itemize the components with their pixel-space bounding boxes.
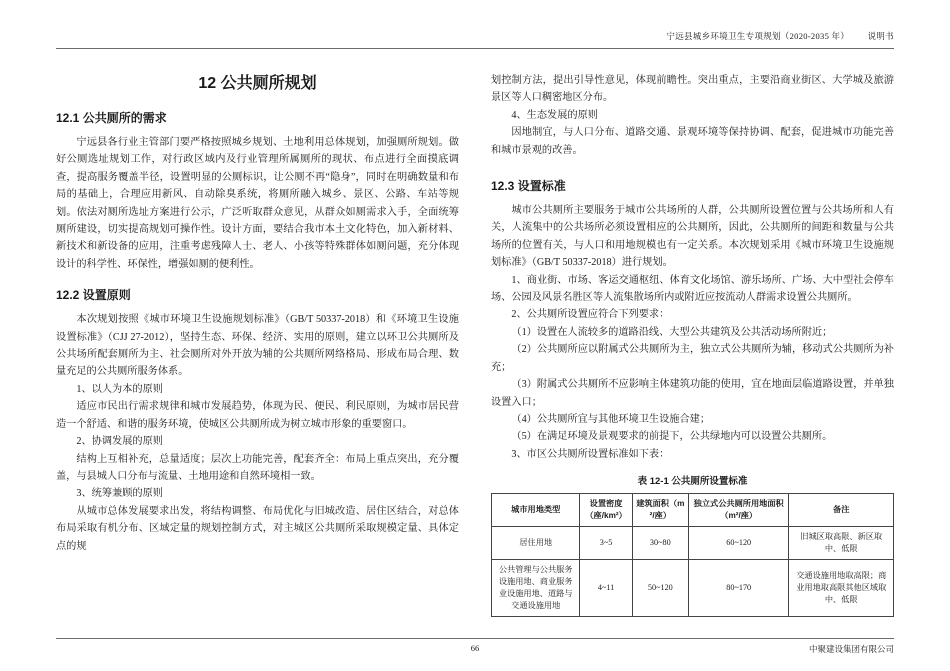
list-item: （2）公共厕所应以附属式公共厕所为主，独立式公共厕所为辅，移动式公共厕所为补充； xyxy=(491,344,894,373)
list-item: （1）设置在人流较多的道路沿线、大型公共建筑及公共活动场所附近； xyxy=(511,326,833,338)
table-cell: 公共管理与公共服务设施用地、商业服务业设施用地、道路与交通设施用地 xyxy=(492,560,580,617)
standards-table xyxy=(491,493,894,617)
company-name: 中聚建设集团有限公司 xyxy=(808,644,894,654)
table-cell: 3~5 xyxy=(580,527,632,560)
paragraph: 从城市总体发展要求出发，将结构调整、布局优化与旧城改造、居住区结合，对总体布局采取有机分布、区域定量的规划控制方式，对主城区公共厕所采取规模定量、具体定点的规 xyxy=(56,505,459,552)
paragraph: 结构上互相补充，总量适度；层次上功能完善，配套齐全：布局上重点突出，充分覆盖，与县城人口分布与流量、土地用途和自然环境相一致。 xyxy=(56,453,459,482)
column-header-cell: 城市用地类型 xyxy=(492,494,580,527)
table-cell: 30~80 xyxy=(632,527,688,560)
header-divider xyxy=(56,48,894,49)
section-heading-12-2: 12.2 设置原则 xyxy=(56,288,131,303)
table-cell: 旧城区取高限、新区取中、低限 xyxy=(789,527,894,560)
footer-divider xyxy=(56,638,894,639)
column-header-cell: 设置密度（座/km²） xyxy=(580,494,632,527)
table-cell: 4~11 xyxy=(580,560,632,617)
column-header-cell: 备注 xyxy=(789,494,894,527)
table-cell: 居住用地 xyxy=(492,527,580,560)
page-number: 66 xyxy=(470,643,480,653)
section-heading-12-3: 12.3 设置标准 xyxy=(491,179,566,194)
left-column xyxy=(56,58,459,627)
table-cell: 交通设施用地取高限；商业用地取高限其他区域取中、低限 xyxy=(789,560,894,617)
list-item: 1、商业街、市场、客运交通枢纽、体育文化场馆、游乐场所、广场、大中型社会停车场、公园及风景名胜区等人流集散场所内或附近应按流动人群需求设置公共厕所。 xyxy=(491,274,894,304)
right-column xyxy=(491,58,894,627)
header-title: 宁远县城乡环境卫生专项规划（2020-2035 年） xyxy=(666,31,850,41)
table-cell: 80~170 xyxy=(688,560,789,617)
header-doc-type: 说明书 xyxy=(867,31,894,41)
chapter-title: 12 公共厕所规划 xyxy=(198,75,317,92)
column-header-cell: 建筑面积（m²/座） xyxy=(632,494,688,527)
list-item-title: 3、统筹兼顾的原则 xyxy=(76,488,163,500)
paragraph: 适应市民出行需求规律和城市发展趋势，体现为民、便民、利民原则，为城市居民营造一个舒适、和谐的服务环境，使城区公共厕所成为树立城市形象的重要窗口。 xyxy=(56,401,459,430)
paragraph: 宁远县各行业主管部门要严格按照城乡规划、土地利用总体规划，加强厕所规划。做好公厕选址规划工作，对行政区域内及行业管理所属厕所的现状、布点进行全面摸底调查，提高服务覆盖半径，设置明显的公厕标识，让公厕不再“隐身”，同时在明确数量和布局的基础上，合理应用新风、自动除臭系统，将厕所融入城乡、景区、公路、车站等规划。依法对厕所选址方案进行公示，广泛听取群众意见，从群众如厕需求入手，全面统筹厕所建设，切实提高规划可操作性。设计方面，要结合我市本土文化特色，加入新材料、新技术和新设备的应用，注重考虑残障人士、老人、小孩等特殊群体如厕问题，充分体现设计的科学性、环保性，增强如厕的便利性。 xyxy=(56,137,459,270)
section-heading-12-1: 12.1 公共厕所的需求 xyxy=(56,111,167,125)
paragraph-continued: 划控制方法，提出引导性意见，体现前瞻性。突出重点，主要沿商业街区、大学城及旅游景区等人口稠密地区分布。 xyxy=(491,75,894,104)
table-row xyxy=(492,560,894,617)
list-item-title: 4、生态发展的原则 xyxy=(511,109,598,121)
list-item-title: 1、以人为本的原则 xyxy=(76,383,163,395)
list-item-title: 2、协调发展的原则 xyxy=(76,436,163,448)
list-item: （3）附属式公共厕所不应影响主体建筑功能的使用，宜在地面层临道路设置，并单独设置入口； xyxy=(491,379,894,408)
list-item: 3、市区公共厕所设置标准如下表： xyxy=(511,448,670,460)
table-cell: 60~120 xyxy=(688,527,789,560)
table-header-row xyxy=(492,494,894,527)
page-footer xyxy=(56,643,894,657)
page-header xyxy=(56,30,894,42)
list-item: （4）公共厕所宜与其他环境卫生设施合建； xyxy=(511,413,711,425)
list-item: （5）在满足环境及景观要求的前提下，公共绿地内可以设置公共厕所。 xyxy=(511,431,833,443)
paragraph: 城市公共厕所主要服务于城市公共场所的人群，公共厕所设置位置与公共场所和人有关，人流集中的公共场所必须设置相应的公共厕所，因此，公共厕所的间距和数量与公共场所的位置有关，与人口和用地规模也有一定关系。本次规划采用《城市环境卫生设施规划标准》（GB/T 50337-2018）进行规划。 xyxy=(491,205,894,269)
table-row xyxy=(492,527,894,560)
paragraph: 本次规划按照《城市环境卫生设施规划标准》（GB/T 50337-2018）和《环境卫生设施设置标准》（CJJ 27-2012），坚持生态、环保、经济、实用的原则，建立以环卫公共厕所及公共场所配套厕所为主、社会厕所对外开放为辅的公共厕所网络格局、形成布局合理、数量充足的公共厕所服务体系。 xyxy=(56,314,459,378)
paragraph: 因地制宜，与人口分布、道路交通、景观环境等保持协调、配套，促进城市功能完善和城市景观的改善。 xyxy=(491,127,894,156)
content-columns xyxy=(56,58,894,627)
column-header-cell: 独立式公共厕所用地面积（m²/座） xyxy=(688,494,789,527)
table-caption: 表 12-1 公共厕所设置标准 xyxy=(637,476,748,488)
table-cell: 50~120 xyxy=(632,560,688,617)
list-item: 2、公共厕所设置应符合下列要求： xyxy=(511,309,670,321)
